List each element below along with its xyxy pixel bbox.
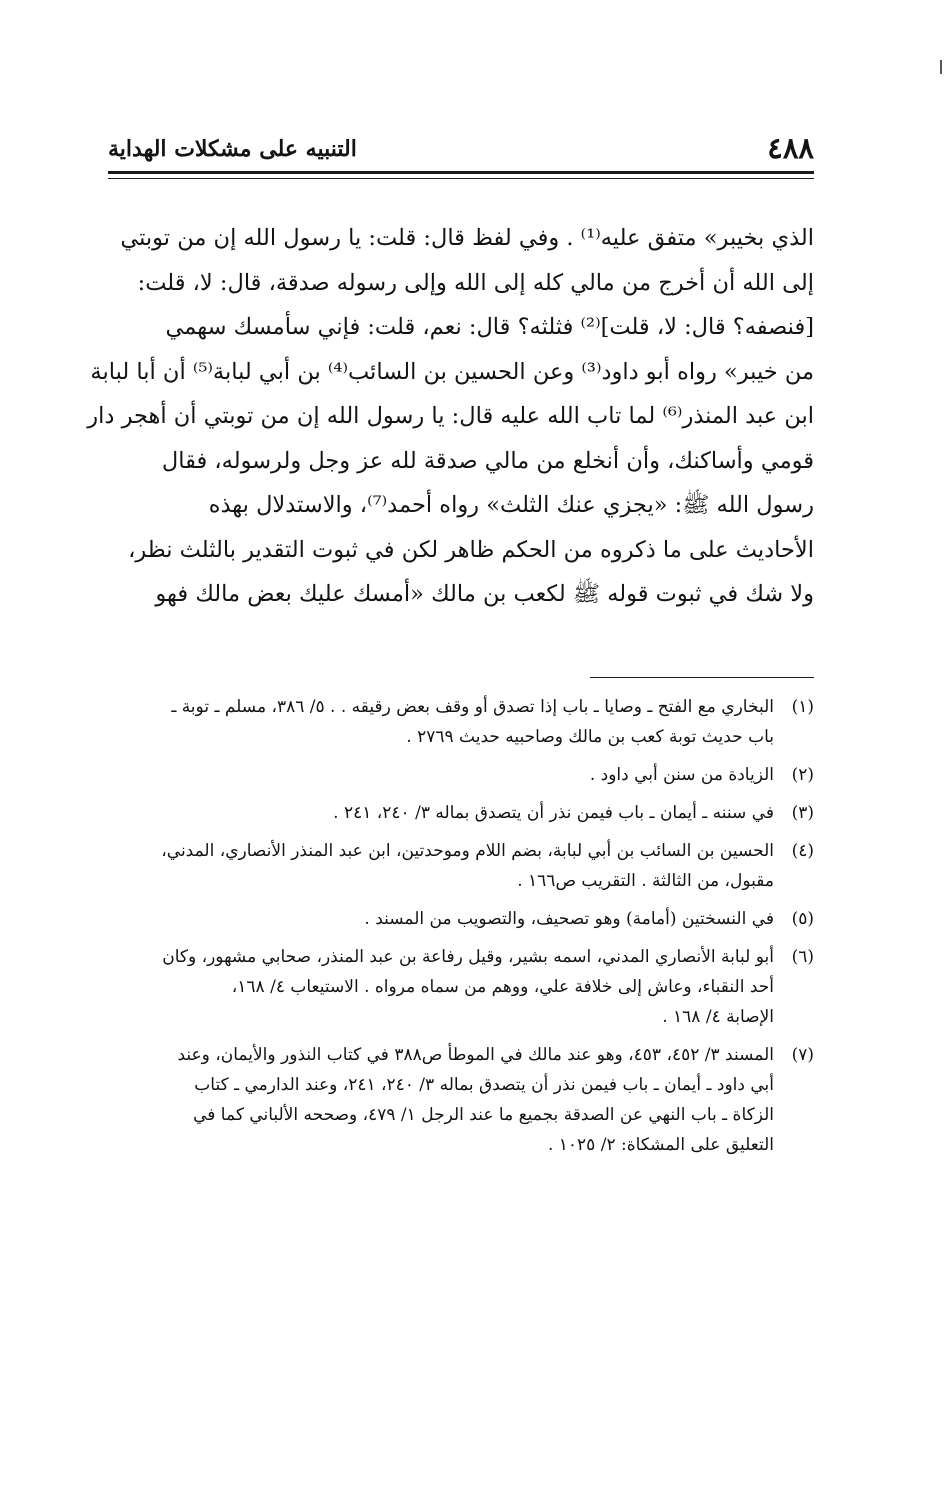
text-line: ابن عبد المنذر⁽⁶⁾ لما تاب الله عليه قال: يا رسول الله إن من توبتي أن أهجر دار bbox=[87, 403, 814, 429]
footnote-number: (٧) bbox=[791, 1045, 814, 1065]
footnote-line: البخاري مع الفتح ـ وصايا ـ باب إذا تصدق أو وقف بعض رقيقه . . ٥/ ٣٨٦، مسلم ـ توبة ـ bbox=[171, 697, 774, 717]
text-line: من خيبر» رواه أبو داود⁽³⁾ وعن الحسين بن السائب⁽⁴⁾ بن أبي لبابة⁽⁵⁾ أن أبا لبابة bbox=[90, 358, 814, 385]
footnote-number: (٥) bbox=[791, 909, 814, 929]
footnote-line: أحد النقباء، وعاش إلى خلافة علي، ووهم من سماه مرواه . الاستيعاب ٤/ ١٦٨، bbox=[231, 977, 774, 997]
footnote-line: الزكاة ـ باب النهي عن الصدقة بجميع ما عند الرجل ١/ ٤٧٩، وصححه الألباني كما في bbox=[193, 1105, 774, 1125]
footnote-line: أبو لبابة الأنصاري المدني، اسمه بشير، وقيل رفاعة بن عبد المنذر، صحابي مشهور، وكان bbox=[162, 947, 774, 967]
footnote-line: الحسين بن السائب بن أبي لبابة، بضم اللام وموحدتين، ابن عبد المنذر الأنصاري، المدني، bbox=[161, 841, 774, 861]
footnote-number: (٤) bbox=[791, 841, 814, 861]
footnote-line: في النسختين (أمامة) وهو تصحيف، والتصويب من المسند . bbox=[364, 909, 774, 929]
text-line: إلى الله أن أخرج من مالي كله إلى الله وإلى رسوله صدقة، قال: لا، قلت: bbox=[137, 269, 814, 296]
footnote-2 bbox=[108, 760, 814, 790]
footnote-line: التعليق على المشكاة: ٢/ ١٠٢٥ . bbox=[547, 1135, 774, 1155]
text-line: الذي بخيبر» متفق عليه⁽¹⁾ . وفي لفظ قال: قلت: يا رسول الله إن من توبتي bbox=[120, 225, 814, 251]
footnote-line: باب حديث توبة كعب بن مالك وصاحبيه حديث ٢٧٦٩ . bbox=[406, 727, 774, 747]
margin-mark bbox=[940, 60, 942, 74]
text-line: رسول الله ﷺ: «يجزي عنك الثلث» رواه أحمد⁽⁷⁾، والاستدلال بهذه bbox=[208, 492, 814, 518]
footnote-number: (٣) bbox=[791, 803, 814, 823]
header-rule-thin bbox=[108, 178, 814, 179]
text-line: [فنصفه؟ قال: لا، قلت]⁽²⁾ فثلثه؟ قال: نعم، قلت: فإني سأمسك سهمي bbox=[165, 314, 814, 340]
footnote-separator bbox=[590, 677, 814, 678]
page-header bbox=[108, 128, 814, 172]
footnote-line: الزيادة من سنن أبي داود . bbox=[589, 765, 774, 785]
footnotes bbox=[108, 692, 814, 1168]
footnote-5 bbox=[108, 904, 814, 934]
text-line: قومي وأساكنك، وأن أنخلع من مالي صدقة لله عز وجل ولرسوله، فقال bbox=[161, 447, 814, 474]
text-line: الأحاديث على ما ذكروه من الحكم ظاهر لكن في ثبوت التقدير بالثلث نظر، bbox=[128, 536, 814, 563]
footnote-1 bbox=[108, 692, 814, 752]
footnote-line: الإصابة ٤/ ١٦٨ . bbox=[662, 1007, 774, 1027]
footnote-line: مقبول، من الثالثة . التقريب ص١٦٦ . bbox=[517, 871, 774, 891]
footnote-4 bbox=[108, 836, 814, 896]
footnote-line: في سننه ـ أيمان ـ باب فيمن نذر أن يتصدق بماله ٣/ ٢٤٠، ٢٤١ . bbox=[333, 803, 774, 823]
footnote-number: (٦) bbox=[791, 947, 814, 967]
text-line: ولا شك في ثبوت قوله ﷺ لكعب بن مالك «أمسك عليك بعض مالك فهو bbox=[155, 581, 814, 607]
header-rule-thick bbox=[108, 171, 814, 174]
footnote-line: أبي داود ـ أيمان ـ باب فيمن نذر أن يتصدق بماله ٣/ ٢٤٠، ٢٤١، وعند الدارمي ـ كتاب bbox=[194, 1075, 774, 1095]
footnote-number: (٢) bbox=[791, 765, 814, 785]
page-number: ٤٨٨ bbox=[767, 131, 814, 165]
running-title: التنبيه على مشكلات الهداية bbox=[108, 136, 357, 162]
footnote-7 bbox=[108, 1040, 814, 1160]
footnote-3 bbox=[108, 798, 814, 828]
footnote-number: (١) bbox=[791, 697, 814, 717]
main-text bbox=[87, 216, 814, 617]
footnote-6 bbox=[108, 942, 814, 1032]
footnote-line: المسند ٣/ ٤٥٢، ٤٥٣، وهو عند مالك في الموطأ ص٣٨٨ في كتاب النذور والأيمان، وعند bbox=[177, 1045, 774, 1065]
